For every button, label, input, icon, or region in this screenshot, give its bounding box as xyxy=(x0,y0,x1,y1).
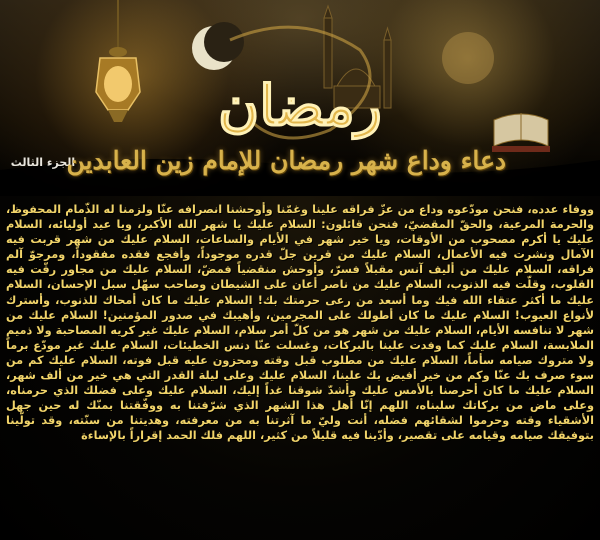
lantern-icon xyxy=(96,0,140,122)
page-title: دعاء وداع شهر رمضان للإمام زين العابدين xyxy=(66,146,506,175)
part-label: الجزء الثالث xyxy=(10,156,76,169)
header-banner xyxy=(0,0,600,196)
prayer-text: ووفاء عدده، فنحن مودّعوه وداع من عزّ فراقه علينا وغمّنا وأوحشنا انصرافه عنّا ولزمنا له الذّمام المحفوظ، والحرمة المرعية، والحقّ المقضيّ، فنحن قائلون: السلام عليك يا شهر الله الأكبر، ويا عيد أوليائه، السلام عليك يا أكرم مصحوب من الأوقات، ويا خير شهر في الأيام والساعات، السلام عليك من شهر قربت فيه الآمال ونشرت فيه الأعمال، السلام عليك من قرين جلّ قدره موجوداً، وأفجع فقده مفقوداً، ومرجوّ آلم فراقه، السلام عليك من أليف آنس مقبلاً فسرّ، وأوحش منقضياً فمضّ، السلام عليك من مجاور رقّت فيه القلوب، وقلّت فيه الذنوب، السلام عليك من ناصر أعان على الشيطان وصاحب سهّل سبل الإحسان، السلام عليك ما أكثر عتقاء الله فيك وما أسعد من رعى حرمتك بك! السلام عليك ما كان أمحاك للذنوب، وأسترك لأنواع العيوب! السلام عليك ما كان أطولك على المجرمين، وأهيبك في صدور المؤمنين! السلام عليك من شهر لا تنافسه الأيام، السلام عليك من شهر هو من كلّ أمر سلام، السلام عليك غير كريه المصاحبة ولا ذميم الملابسة، السلام عليك كما وفدت علينا بالبركات، وغسلت عنّا دنس الخطيئات، السلام عليك غير مودّع برماً ولا متروك صيامه سأماً، السلام عليك من مطلوب قبل وقته ومحزون عليه قبل فوته، السلام عليك كم من سوء صرف بك عنّا وكم من خير أفيض بك علينا، السلام عليك وعلى ليلة القدر التي هي خير من ألف شهر، السلام عليك ما كان أحرصنا بالأمس عليك وأشدّ شوقنا غداً إليك، السلام عليك وعلى فضلك الذي حرمناه، وعلى ماض من بركاتك سلبناه، اللهم إنّا أهل هذا الشهر الذي شرّفتنا به ووفّقتنا بمنّك له حين جهل الأشقياء وقته وحرموا لشقائهم فضله، أنت وليّ ما آثرتنا به من معرفته، وهديتنا من سنّته، وقد تولّينا بتوفيقك صيامه وقيامه على تقصير، وأدّينا فيه قليلاً من كثير، اللهم فلك الحمد إقراراً بالإساءة xyxy=(6,203,594,443)
crescent-moon-icon xyxy=(192,22,244,70)
ramadan-logo: رمضان xyxy=(218,73,382,139)
right-glow xyxy=(442,32,494,84)
